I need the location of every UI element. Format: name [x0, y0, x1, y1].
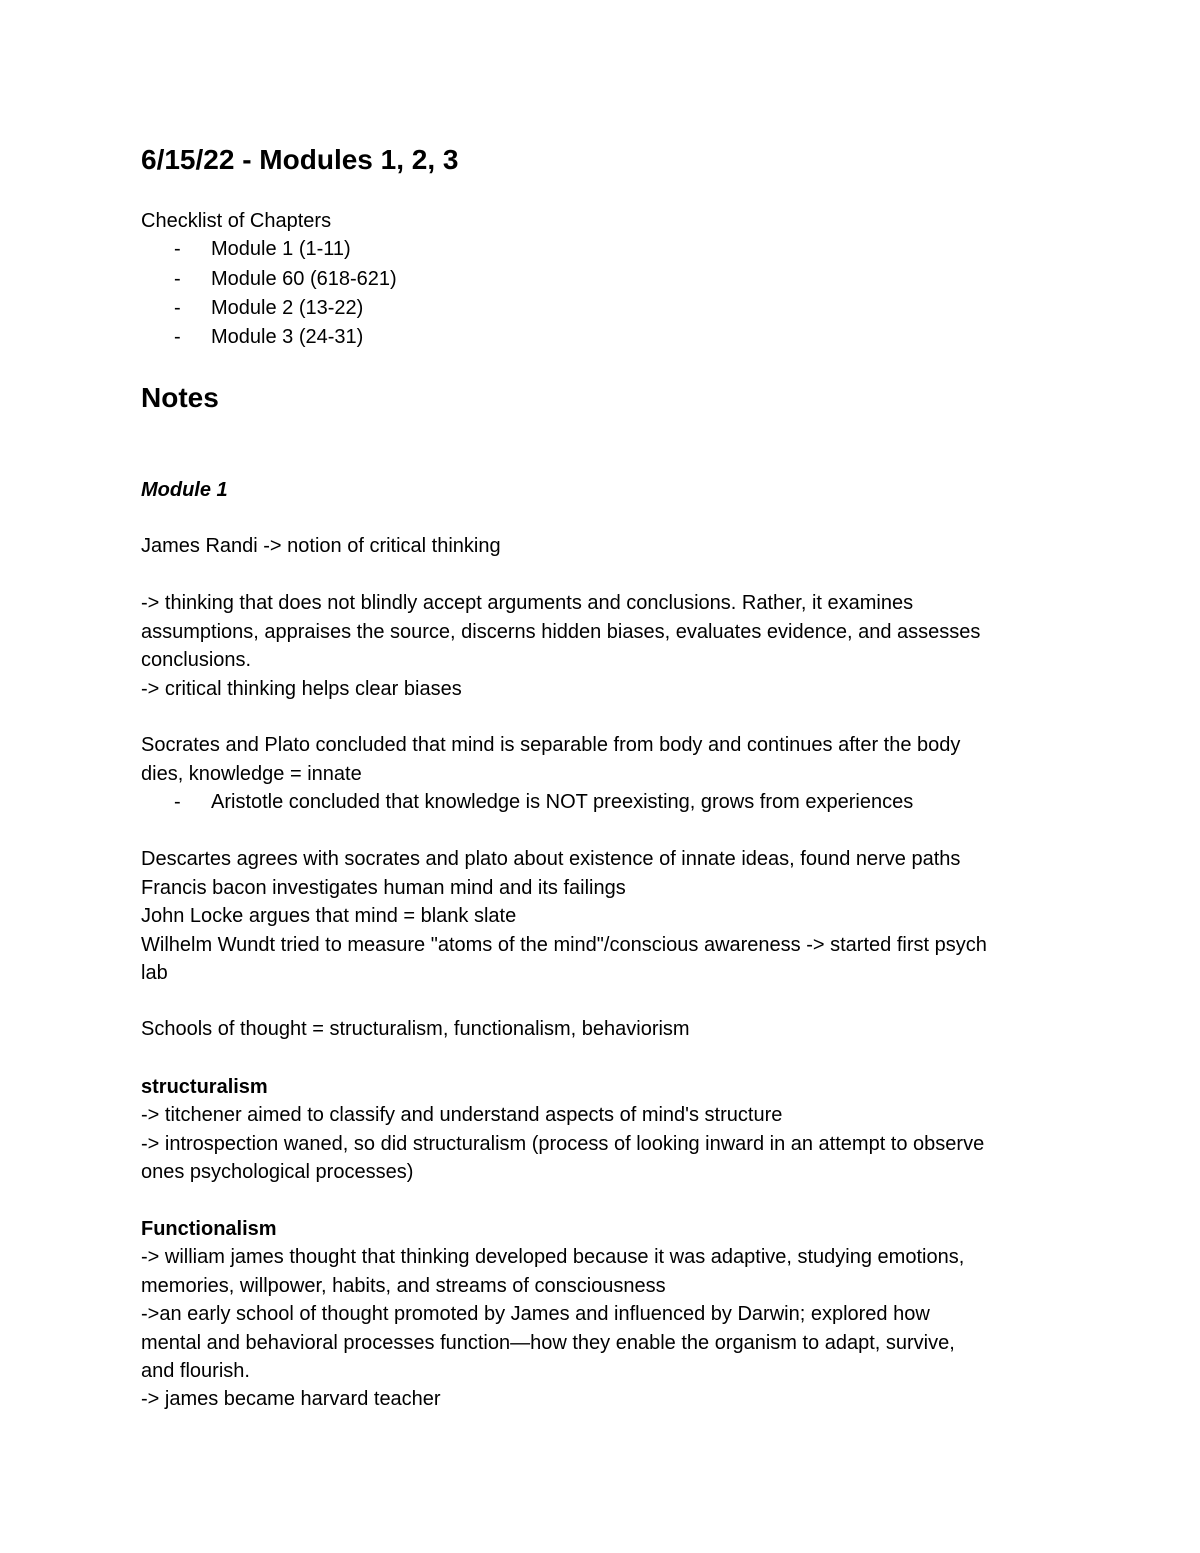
paragraph-line: assumptions, appraises the source, discerns hidden biases, evaluates evidence, and assesses — [141, 621, 981, 643]
paragraph-line: mental and behavioral processes function—how they enable the organism to adapt, survive, — [141, 1332, 955, 1354]
functionalism-heading: Functionalism — [141, 1218, 277, 1240]
paragraph-line: -> thinking that does not blindly accept arguments and conclusions. Rather, it examines — [141, 592, 914, 614]
paragraph-line: Wilhelm Wundt tried to measure "atoms of the mind"/conscious awareness -> started first psych — [141, 934, 987, 956]
paragraph-line: lab — [141, 962, 168, 984]
paragraph-line: and flourish. — [141, 1360, 250, 1382]
checklist-item: Module 1 (1-11) — [211, 238, 351, 260]
paragraph-line: -> critical thinking helps clear biases — [141, 678, 462, 700]
paragraph-line: Francis bacon investigates human mind and its failings — [141, 877, 626, 899]
paragraph-line: dies, knowledge = innate — [141, 763, 362, 785]
paragraph-line: -> william james thought that thinking developed because it was adaptive, studying emotions, — [141, 1246, 965, 1268]
checklist-heading: Checklist of Chapters — [141, 210, 332, 232]
checklist-item: Module 2 (13-22) — [211, 297, 364, 319]
paragraph-line: Descartes agrees with socrates and plato about existence of innate ideas, found nerve paths — [141, 848, 961, 870]
notes-heading: Notes — [141, 382, 219, 413]
paragraph-line: conclusions. — [141, 649, 252, 671]
paragraph-line: -> introspection waned, so did structuralism (process of looking inward in an attempt to observe — [141, 1133, 985, 1155]
structuralism-heading: structuralism — [141, 1076, 268, 1098]
bullet-dash: - — [174, 297, 181, 319]
paragraph-line: Schools of thought = structuralism, functionalism, behaviorism — [141, 1018, 690, 1040]
bullet-dash: - — [174, 238, 181, 260]
list-item: Aristotle concluded that knowledge is NOT preexisting, grows from experiences — [211, 791, 914, 813]
page-title: 6/15/22 - Modules 1, 2, 3 — [141, 144, 459, 175]
paragraph-line: memories, willpower, habits, and streams of consciousness — [141, 1275, 666, 1297]
paragraph-line: James Randi -> notion of critical thinking — [141, 535, 501, 557]
paragraph-line: -> james became harvard teacher — [141, 1388, 441, 1410]
paragraph-line: John Locke argues that mind = blank slate — [141, 905, 517, 927]
checklist-item: Module 3 (24-31) — [211, 326, 364, 348]
paragraph-line: Socrates and Plato concluded that mind is separable from body and continues after the body — [141, 734, 961, 756]
bullet-dash: - — [174, 791, 181, 813]
paragraph-line: -> titchener aimed to classify and understand aspects of mind's structure — [141, 1104, 783, 1126]
bullet-dash: - — [174, 268, 181, 290]
paragraph-line: ->an early school of thought promoted by James and influenced by Darwin; explored how — [141, 1303, 930, 1325]
module1-heading: Module 1 — [141, 479, 228, 501]
checklist-item: Module 60 (618-621) — [211, 268, 397, 290]
bullet-dash: - — [174, 326, 181, 348]
paragraph-line: ones psychological processes) — [141, 1161, 414, 1183]
